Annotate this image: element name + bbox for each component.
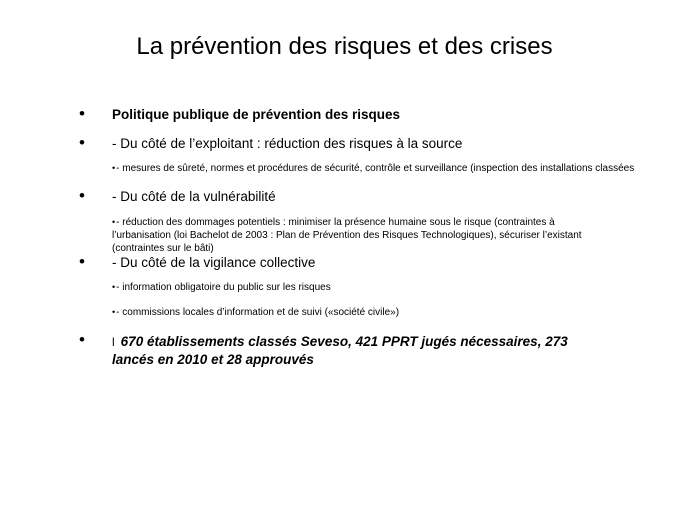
sub-bullet-icon: • <box>112 217 116 227</box>
subitem-reduction-dommages <box>112 216 606 255</box>
subitem-text: - mesures de sûreté, normes et procédures de sécurité, contrôle et surveillance (inspection des installations classées <box>116 163 635 174</box>
bullet-vulnerabilite: - Du côté de la vulnérabilité <box>112 189 276 204</box>
bullet-dot: • <box>79 252 85 271</box>
subitem-information-public <box>112 281 612 294</box>
seveso-statistics-text: 670 établissements classés Seveso, 421 PPRT jugés nécessaires, 273 lancés en 2010 et 28 approuvés <box>112 334 568 367</box>
slide-title: La prévention des risques et des crises <box>136 33 553 60</box>
subitem-text: - commissions locales d’information et de suivi («société civile») <box>116 307 400 318</box>
bullet-politique-publique: Politique publique de prévention des risques <box>112 107 401 122</box>
bullet-marker: l <box>112 335 115 349</box>
sub-bullet-icon: • <box>112 163 116 173</box>
bullet-dot: • <box>79 133 85 152</box>
sub-bullet-icon: • <box>112 282 116 292</box>
subitem-mesures-surete <box>112 162 672 175</box>
bullet-vigilance-collective: - Du côté de la vigilance collective <box>112 255 316 270</box>
bullet-seveso-statistics <box>112 333 612 368</box>
subitem-text: - information obligatoire du public sur les risques <box>116 282 331 293</box>
bullet-exploitant: - Du côté de l’exploitant : réduction des risques à la source <box>112 136 463 151</box>
subitem-commissions-locales <box>112 306 612 319</box>
subitem-text: - réduction des dommages potentiels : minimiser la présence humaine sous le risque (contraintes à l’urbanisation (loi Bachelot de 2003 : Plan de Prévention des Risques Technologiques), sécuriser l’existant (contraintes sur le bâti) <box>112 217 582 254</box>
bullet-dot: • <box>79 186 85 205</box>
bullet-dot: • <box>79 104 85 123</box>
sub-bullet-icon: • <box>112 307 116 317</box>
bullet-dot: • <box>79 330 85 349</box>
